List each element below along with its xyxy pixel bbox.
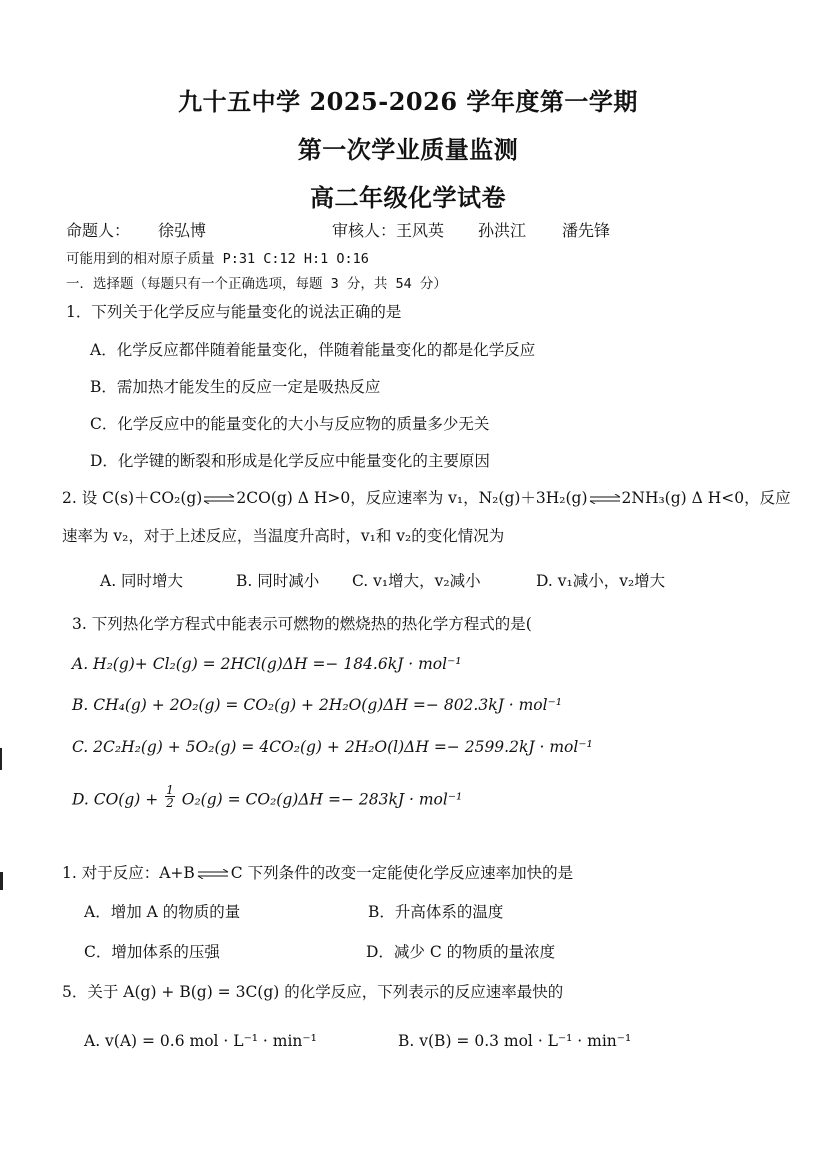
author-label: 命题人： bbox=[66, 221, 131, 240]
q2-option-a: A. 同时增大 bbox=[100, 572, 184, 590]
q3-option-b: B. CH₄(g) + 2O₂(g) = CO₂(g) + 2H₂O(g)ΔH =− 802.3kJ · mol⁻¹ bbox=[72, 696, 562, 714]
equilibrium-arrow-icon bbox=[588, 494, 622, 504]
equilibrium-arrow-icon bbox=[195, 869, 231, 879]
fraction-denominator: 2 bbox=[166, 796, 174, 810]
fraction-one-half bbox=[165, 784, 175, 809]
q1-option-a: A．化学反应都伴随着能量变化，伴随着能量变化的都是化学反应 bbox=[90, 341, 536, 359]
q4-option-a: A．增加 A 的物质的量 bbox=[84, 903, 241, 921]
q3-stem: 3. 下列热化学方程式中能表示可燃物的燃烧热的热化学方程式的是( bbox=[72, 615, 532, 633]
q2-option-d: D. v₁减小，v₂增大 bbox=[536, 572, 666, 590]
section-one-heading: 一．选择题（每题只有一个正确选项，每题 3 分，共 54 分） bbox=[66, 276, 447, 292]
q1-option-b: B．需加热才能发生的反应一定是吸热反应 bbox=[90, 378, 381, 396]
q2-option-c: C. v₁增大，v₂减小 bbox=[352, 572, 481, 590]
q4-stem-part-a: 1. 对于反应：A+B bbox=[62, 864, 195, 882]
q5-option-b: B. v(B) = 0.3 mol · L⁻¹ · min⁻¹ bbox=[398, 1032, 632, 1050]
q2-option-b: B. 同时减小 bbox=[236, 572, 320, 590]
q4-option-c: C．增加体系的压强 bbox=[84, 943, 220, 961]
q2-line1 bbox=[62, 486, 791, 508]
scan-margin-mark bbox=[0, 872, 3, 890]
q2-line1-part-c: 2NH₃(g) Δ H<0，反应 bbox=[621, 489, 791, 507]
reviewer-name-3: 潘先锋 bbox=[562, 221, 611, 240]
q4-option-b: B．升高体系的温度 bbox=[368, 903, 504, 921]
exam-title-monitor: 第一次学业质量监测 bbox=[297, 135, 519, 164]
q5-stem: 5．关于 A(g) + B(g) = 3C(g) 的化学反应，下列表示的反应速率最快的 bbox=[62, 983, 564, 1001]
q4-stem bbox=[62, 861, 573, 883]
q1-option-d: D．化学键的断裂和形成是化学反应中能量变化的主要原因 bbox=[90, 452, 490, 470]
fraction-numerator: 1 bbox=[166, 783, 174, 797]
q3-option-a: A. H₂(g)+ Cl₂(g) = 2HCl(g)ΔH =− 184.6kJ · mol⁻¹ bbox=[72, 655, 462, 673]
reviewer-name-2: 孙洪江 bbox=[478, 221, 527, 240]
q4-option-d: D．减少 C 的物质的量浓度 bbox=[366, 943, 556, 961]
q2-line2: 速率为 v₂，对于上述反应，当温度升高时，v₁和 v₂的变化情况为 bbox=[62, 527, 505, 545]
exam-title-school: 九十五中学 2025-2026 学年度第一学期 bbox=[178, 87, 638, 116]
scan-margin-mark bbox=[0, 748, 2, 770]
q1-option-c: C．化学反应中的能量变化的大小与反应物的质量多少无关 bbox=[90, 415, 490, 433]
q1-stem: 1．下列关于化学反应与能量变化的说法正确的是 bbox=[66, 303, 402, 321]
q2-line1-part-a: 2. 设 C(s)＋CO₂(g) bbox=[62, 489, 203, 507]
equilibrium-arrow-icon bbox=[202, 494, 236, 504]
q3-option-c: C. 2C₂H₂(g) + 5O₂(g) = 4CO₂(g) + 2H₂O(l)ΔH =− 2599.2kJ · mol⁻¹ bbox=[72, 738, 593, 756]
exam-title-subject: 高二年级化学试卷 bbox=[310, 183, 506, 212]
q3-option-d bbox=[72, 783, 463, 813]
q2-line1-part-b: 2CO(g) Δ H>0，反应速率为 v₁，N₂(g)＋3H₂(g) bbox=[236, 489, 588, 507]
author-name: 徐弘博 bbox=[158, 221, 207, 240]
q3-option-d-suffix: O₂(g) = CO₂(g)ΔH =− 283kJ · mol⁻¹ bbox=[181, 790, 463, 809]
q4-stem-part-b: C 下列条件的改变一定能使化学反应速率加快的是 bbox=[230, 864, 574, 882]
reviewer-label: 审核人：王风英 bbox=[332, 221, 445, 240]
atomic-mass-line: 可能用到的相对原子质量 P:31 C:12 H:1 O:16 bbox=[66, 251, 369, 267]
q3-option-d-prefix: D. CO(g) + bbox=[72, 790, 159, 809]
q5-option-a: A. v(A) = 0.6 mol · L⁻¹ · min⁻¹ bbox=[84, 1032, 317, 1050]
